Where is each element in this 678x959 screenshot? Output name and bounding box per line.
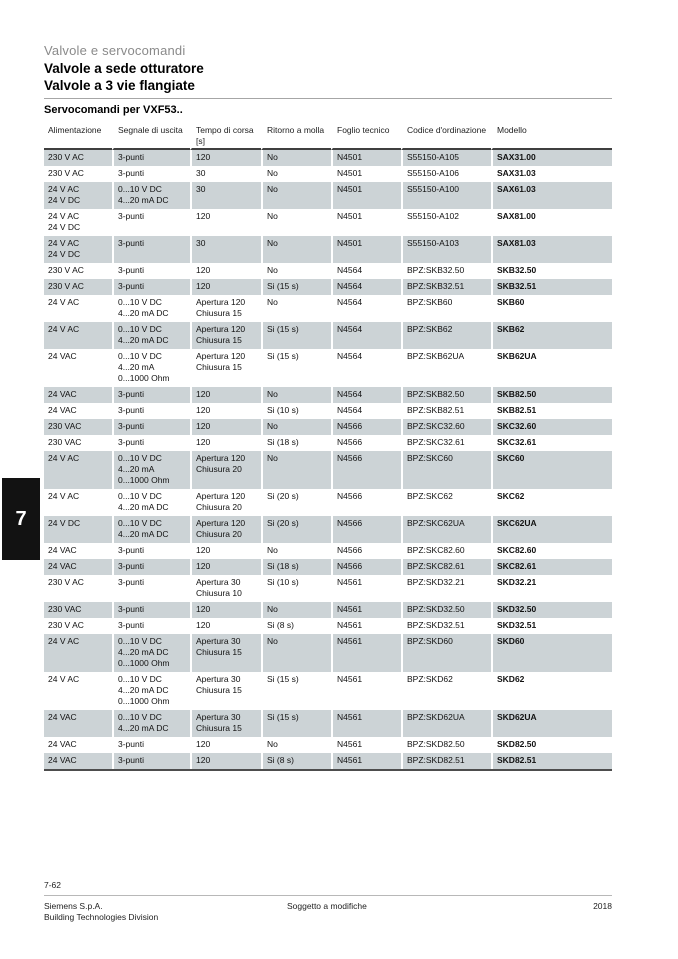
table-cell: SKD82.50: [497, 739, 537, 749]
table-cell: 120: [196, 620, 211, 630]
table-cell: BPZ:SKD32.21: [407, 577, 465, 587]
table-cell: 24 VAC: [48, 739, 77, 749]
table-cell: Si (18 s): [267, 437, 299, 447]
table-cell: BPZ:SKC62: [407, 491, 453, 501]
table-cell: 3-punti: [118, 211, 144, 221]
table-cell: N4501: [331, 182, 401, 209]
table-cell: No: [267, 265, 278, 275]
column-header: Modello: [491, 124, 612, 150]
table-cell: No: [261, 419, 331, 435]
chapter-tab: 7: [2, 478, 40, 560]
table-cell: SKB82.50: [491, 387, 612, 403]
table-cell: No: [261, 602, 331, 618]
table-cell: SAX31.03: [497, 168, 536, 178]
table-cell: BPZ:SKC82.60: [407, 545, 465, 555]
table-cell: 120: [190, 387, 261, 403]
table-cell: 24 V AC: [48, 674, 80, 684]
table-cell: 24 VAC: [44, 559, 112, 575]
table-cell: 3-punti: [118, 545, 144, 555]
table-cell: 3-punti: [112, 150, 190, 166]
table-cell: 120: [196, 405, 211, 415]
table-cell: 120: [190, 279, 261, 295]
table-cell: Si (20 s): [267, 491, 299, 501]
table-cell: 24 V AC 24 V DC: [44, 236, 112, 263]
table-row: [44, 618, 612, 634]
table-cell: No: [267, 297, 278, 307]
table-cell: No: [261, 451, 331, 489]
servo-table: [44, 124, 612, 771]
table-cell: 3-punti: [112, 387, 190, 403]
table-cell: 3-punti: [112, 753, 190, 769]
table-cell: N4561: [337, 739, 363, 749]
table-cell: 120: [190, 150, 261, 166]
table-cell: N4564: [337, 297, 363, 307]
table-row: [44, 575, 612, 602]
table-cell: Apertura 30 Chiusura 15: [190, 634, 261, 672]
table-cell: SAX81.03: [491, 236, 612, 263]
table-cell: 120: [190, 753, 261, 769]
table-cell: No: [261, 150, 331, 166]
table-cell: Si (20 s): [261, 516, 331, 543]
table-cell: SKD60: [491, 634, 612, 672]
table-cell: SKB82.51: [497, 405, 537, 415]
column-header: Ritorno a molla: [261, 124, 331, 150]
column-header: Tempo di corsa [s]: [190, 124, 261, 150]
table-cell: BPZ:SKD32.50: [401, 602, 491, 618]
table-cell: 120: [190, 559, 261, 575]
table-cell: S55150-A102: [407, 211, 459, 221]
top-divider: [44, 98, 612, 99]
table-cell: 0...10 V DC 4...20 mA DC: [112, 710, 190, 737]
table-cell: 30: [196, 168, 206, 178]
footer-company-line1: Siemens S.p.A.: [44, 901, 103, 911]
table-cell: N4501: [337, 168, 363, 178]
table-cell: SAX61.03: [491, 182, 612, 209]
table-cell: 230 VAC: [44, 602, 112, 618]
table-cell: N4561: [331, 753, 401, 769]
table-cell: S55150-A100: [401, 182, 491, 209]
table-cell: 120: [196, 265, 211, 275]
table-row: [44, 516, 612, 543]
table-cell: 0...10 V DC 4...20 mA DC: [118, 297, 169, 318]
table-cell: N4561: [331, 710, 401, 737]
table-cell: SKC82.60: [497, 545, 537, 555]
table-cell: 230 V AC: [48, 620, 84, 630]
table-row: [44, 602, 612, 618]
table-title: Servocomandi per VXF53..: [44, 104, 183, 116]
table-cell: N4566: [337, 491, 363, 501]
table-cell: 3-punti: [112, 559, 190, 575]
table-cell: 230 V AC: [48, 265, 84, 275]
table-cell: 3-punti: [112, 419, 190, 435]
table-cell: S55150-A106: [407, 168, 459, 178]
table-cell: N4501: [331, 150, 401, 166]
table-cell: N4564: [337, 405, 363, 415]
table-cell: Si (15 s): [261, 710, 331, 737]
table-cell: 120: [196, 545, 211, 555]
table-cell: 24 VAC: [44, 387, 112, 403]
table-cell: BPZ:SKB62: [401, 322, 491, 349]
table-cell: 0...10 V DC 4...20 mA DC: [112, 322, 190, 349]
table-row: [44, 403, 612, 419]
table-cell: BPZ:SKB32.51: [401, 279, 491, 295]
table-row: [44, 710, 612, 737]
table-cell: No: [267, 211, 278, 221]
table-cell: BPZ:SKD82.51: [401, 753, 491, 769]
table-row: [44, 634, 612, 672]
table-cell: 24 V AC: [44, 451, 112, 489]
table-cell: Si (15 s): [261, 279, 331, 295]
table-cell: 24 V AC 24 V DC: [48, 211, 81, 232]
table-cell: 24 V AC: [44, 322, 112, 349]
table-cell: 230 VAC: [44, 419, 112, 435]
table-cell: Si (10 s): [267, 577, 299, 587]
table-cell: BPZ:SKD82.50: [407, 739, 465, 749]
table-cell: Apertura 120 Chiusura 20: [190, 516, 261, 543]
table-cell: No: [261, 182, 331, 209]
table-cell: N4561: [337, 577, 363, 587]
table-cell: N4566: [331, 419, 401, 435]
table-row: [44, 150, 612, 166]
table-cell: SKD32.21: [497, 577, 537, 587]
table-cell: Apertura 30 Chiusura 15: [190, 710, 261, 737]
table-cell: 30: [190, 182, 261, 209]
table-cell: N4566: [337, 437, 363, 447]
page-title-line1: Valvole a sede otturatore: [44, 61, 204, 76]
table-row: [44, 753, 612, 769]
table-cell: 230 VAC: [48, 437, 82, 447]
table-cell: N4561: [331, 634, 401, 672]
table-cell: 0...10 V DC 4...20 mA DC 0...1000 Ohm: [118, 674, 170, 706]
table-row: [44, 543, 612, 559]
footer-year: 2018: [593, 901, 612, 911]
table-cell: S55150-A105: [401, 150, 491, 166]
table-cell: 120: [190, 602, 261, 618]
table-body: [44, 150, 612, 769]
page-header: [44, 43, 612, 94]
table-cell: BPZ:SKB82.51: [407, 405, 465, 415]
table-cell: Si (18 s): [261, 559, 331, 575]
table-cell: 230 V AC: [44, 150, 112, 166]
table-cell: SAX31.00: [491, 150, 612, 166]
table-cell: SKB32.50: [497, 265, 537, 275]
table-row: [44, 387, 612, 403]
table-row: [44, 559, 612, 575]
footer-note: Soggetto a modifiche: [287, 901, 367, 911]
table-cell: 3-punti: [118, 265, 144, 275]
table-cell: No: [267, 739, 278, 749]
table-row: [44, 737, 612, 753]
table-cell: BPZ:SKD62UA: [401, 710, 491, 737]
table-cell: BPZ:SKB62UA: [407, 351, 465, 361]
table-cell: 24 VAC: [48, 405, 77, 415]
table-cell: 3-punti: [112, 236, 190, 263]
column-header: Segnale di uscita: [112, 124, 190, 150]
table-cell: N4561: [331, 602, 401, 618]
table-cell: SKC60: [491, 451, 612, 489]
table-cell: N4566: [331, 516, 401, 543]
table-row: [44, 489, 612, 516]
table-cell: Apertura 120 Chiusura 20: [196, 491, 246, 512]
table-cell: SKB62UA: [497, 351, 537, 361]
table-row: [44, 419, 612, 435]
table-cell: 120: [196, 211, 211, 221]
table-cell: N4564: [337, 265, 363, 275]
table-cell: BPZ:SKB32.50: [407, 265, 465, 275]
table-cell: N4566: [331, 559, 401, 575]
footer-divider: [44, 895, 612, 896]
table-cell: 24 VAC: [44, 710, 112, 737]
table-row: [44, 209, 612, 236]
table-row: [44, 236, 612, 263]
table-cell: N4561: [337, 674, 363, 684]
table-cell: 0...10 V DC 4...20 mA DC: [118, 491, 169, 512]
table-cell: 3-punti: [112, 279, 190, 295]
table-cell: N4564: [337, 351, 363, 361]
table-cell: 230 V AC: [44, 279, 112, 295]
table-row: [44, 263, 612, 279]
table-cell: 24 V AC 24 V DC: [44, 182, 112, 209]
table-cell: N4564: [331, 387, 401, 403]
table-cell: S55150-A103: [401, 236, 491, 263]
table-cell: SKC32.61: [497, 437, 537, 447]
table-cell: 3-punti: [118, 577, 144, 587]
table-cell: BPZ:SKC62UA: [401, 516, 491, 543]
table-cell: SKC62: [497, 491, 525, 501]
table-cell: 0...10 V DC 4...20 mA DC: [112, 516, 190, 543]
table-cell: 24 VAC: [48, 351, 77, 361]
table-cell: Apertura 120 Chiusura 20: [190, 451, 261, 489]
table-cell: BPZ:SKB60: [407, 297, 453, 307]
table-row: [44, 279, 612, 295]
table-cell: 0...10 V DC 4...20 mA DC 0...1000 Ohm: [112, 634, 190, 672]
table-cell: Apertura 30 Chiusura 10: [196, 577, 242, 598]
table-cell: SKB32.51: [491, 279, 612, 295]
table-cell: BPZ:SKC32.61: [407, 437, 465, 447]
footer-company-line2: Building Technologies Division: [44, 912, 159, 922]
table-row: [44, 295, 612, 322]
table-row: [44, 322, 612, 349]
table-cell: SAX81.00: [497, 211, 536, 221]
table-row: [44, 451, 612, 489]
table-cell: 30: [190, 236, 261, 263]
table-cell: Si (10 s): [267, 405, 299, 415]
table-cell: 3-punti: [118, 405, 144, 415]
table-cell: SKB62: [491, 322, 612, 349]
table-cell: N4564: [331, 279, 401, 295]
table-cell: No: [261, 387, 331, 403]
table-cell: 0...10 V DC 4...20 mA DC: [112, 182, 190, 209]
table-cell: BPZ:SKC60: [401, 451, 491, 489]
table-header-row: [44, 124, 612, 150]
table-cell: Si (15 s): [261, 322, 331, 349]
table-cell: 24 VAC: [44, 753, 112, 769]
table-cell: N4561: [337, 620, 363, 630]
table-cell: Apertura 120 Chiusura 15: [196, 351, 246, 372]
table-row: [44, 166, 612, 182]
table-cell: 230 V AC: [48, 577, 84, 587]
table-cell: SKD32.50: [491, 602, 612, 618]
table-row: [44, 435, 612, 451]
table-cell: 120: [196, 739, 211, 749]
table-cell: N4564: [331, 322, 401, 349]
column-header: Foglio tecnico: [331, 124, 401, 150]
table-cell: Si (8 s): [267, 620, 294, 630]
table-cell: BPZ:SKC82.61: [401, 559, 491, 575]
table-cell: BPZ:SKD32.51: [407, 620, 465, 630]
table-cell: 0...10 V DC 4...20 mA 0...1000 Ohm: [118, 351, 170, 383]
table-cell: No: [267, 168, 278, 178]
table-cell: N4501: [331, 236, 401, 263]
table-cell: SKD32.51: [497, 620, 537, 630]
table-cell: SKC82.61: [491, 559, 612, 575]
table-row: [44, 349, 612, 387]
table-cell: No: [261, 236, 331, 263]
table-cell: 24 V AC: [48, 297, 80, 307]
table-cell: 0...10 V DC 4...20 mA 0...1000 Ohm: [112, 451, 190, 489]
column-header: Codice d'ordinazione: [401, 124, 491, 150]
table-row: [44, 182, 612, 209]
table-cell: 3-punti: [118, 437, 144, 447]
table-cell: 24 V AC: [48, 491, 80, 501]
table-cell: 24 VAC: [48, 545, 77, 555]
table-cell: 3-punti: [118, 620, 144, 630]
table-cell: 3-punti: [112, 602, 190, 618]
table-cell: Apertura 120 Chiusura 15: [196, 297, 246, 318]
table-cell: BPZ:SKB82.50: [401, 387, 491, 403]
column-header: Alimentazione: [44, 124, 112, 150]
table-cell: SKD62: [497, 674, 525, 684]
table-cell: BPZ:SKD60: [401, 634, 491, 672]
table-cell: Si (15 s): [267, 674, 299, 684]
table-cell: 24 V AC: [44, 634, 112, 672]
table-cell: BPZ:SKD62: [407, 674, 453, 684]
table-cell: SKD82.51: [491, 753, 612, 769]
table-cell: SKC62UA: [491, 516, 612, 543]
table-cell: SKD62UA: [491, 710, 612, 737]
table-cell: N4566: [331, 451, 401, 489]
table-cell: 120: [190, 419, 261, 435]
table-cell: No: [267, 545, 278, 555]
page-title-line2: Valvole a 3 vie flangiate: [44, 77, 195, 93]
table-cell: No: [261, 634, 331, 672]
footer-page-number: 7-62: [44, 880, 62, 890]
table-cell: 120: [196, 437, 211, 447]
table-cell: SKC32.60: [491, 419, 612, 435]
table-cell: Apertura 30 Chiusura 15: [196, 674, 242, 695]
table-cell: 3-punti: [118, 168, 144, 178]
table-cell: N4501: [337, 211, 363, 221]
table-row: [44, 672, 612, 710]
table-cell: SKB60: [497, 297, 525, 307]
table-cell: N4566: [337, 545, 363, 555]
table-cell: 24 V DC: [44, 516, 112, 543]
section-title: Valvole e servocomandi: [44, 43, 186, 58]
table-cell: Apertura 120 Chiusura 15: [190, 322, 261, 349]
table-cell: BPZ:SKC32.60: [401, 419, 491, 435]
table-cell: Si (8 s): [261, 753, 331, 769]
footer: [44, 901, 612, 923]
table-cell: 3-punti: [118, 739, 144, 749]
table-cell: Si (15 s): [267, 351, 299, 361]
table-cell: 230 V AC: [48, 168, 84, 178]
